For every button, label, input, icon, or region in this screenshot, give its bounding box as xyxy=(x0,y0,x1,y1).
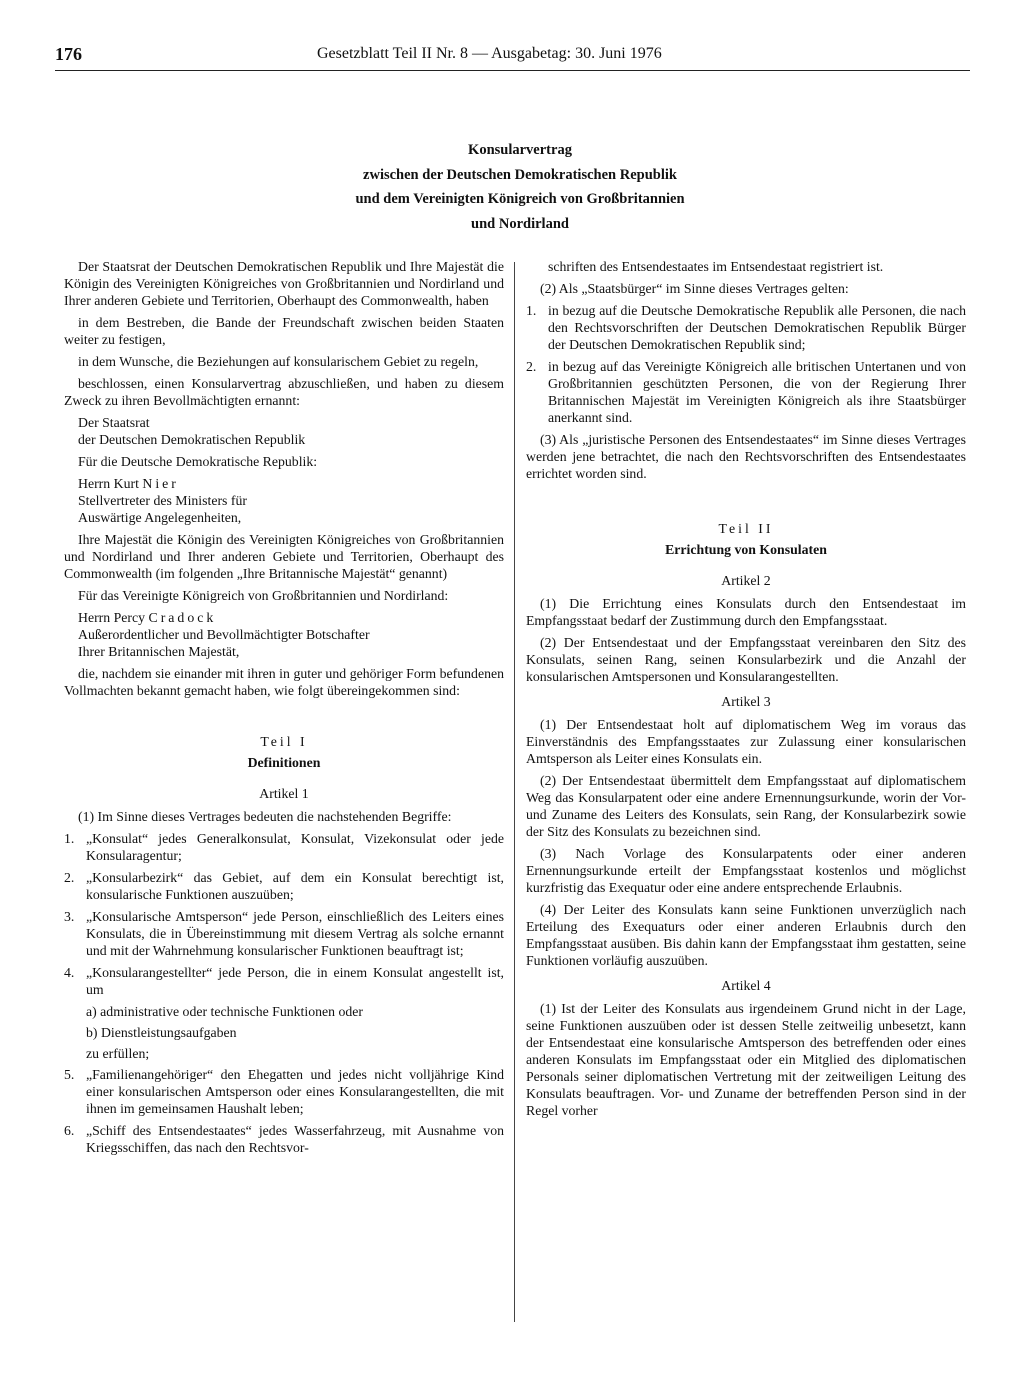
part-2-heading: Teil II xyxy=(718,521,774,536)
sub-item-closing: zu erfüllen; xyxy=(86,1046,150,1061)
left-column xyxy=(64,258,504,1161)
item-text: „Konsularbezirk“ das Gebiet, auf dem ein Konsulat berechtigt ist, konsularische Funktionen auszuüben; xyxy=(86,870,504,902)
sub-item-a: a) administrative oder technische Funktionen oder xyxy=(86,1004,364,1019)
nier-role-1: Stellvertreter des Ministers für xyxy=(78,493,247,508)
cradock-role-2: Ihrer Britannischen Majestät, xyxy=(78,644,240,659)
item-text: in bezug auf das Vereinigte Königreich alle britischen Untertanen und von Großbritannien geschützten Personen, die von der Regierung Ihrer Britannischen Majestät im Vereinigten Königreich als ihre Staatsbürger anerkannt sind. xyxy=(548,359,966,425)
definition-item xyxy=(64,1066,504,1117)
plenipotentiary-uk-name xyxy=(78,609,504,626)
title-line-2: zwischen der Deutschen Demokratischen Republik xyxy=(363,166,677,183)
cradock-surname: Cradock xyxy=(148,610,217,625)
definition-item xyxy=(64,830,504,864)
article-3-para-1: (1) Der Entsendestaat holt auf diplomatischem Weg im voraus das Einverständnis des Empfangsstaates zur Zulassung einer konsularischen Amtsperson als Leiter eines Konsulats ein. xyxy=(526,717,966,766)
definition-item xyxy=(64,869,504,903)
citizen-item xyxy=(526,302,966,353)
item-text: „Familienangehöriger“ den Ehegatten und jedes nicht volljährige Kind einer konsularischen Amtsperson oder eines Konsularangestellten, die mit ihnen im gemeinsamen Haushalt leben; xyxy=(86,1067,504,1116)
party-ddr-line-1: Der Staatsrat xyxy=(78,415,150,430)
article-2-heading: Artikel 2 xyxy=(721,573,771,588)
page-header xyxy=(55,44,970,71)
article-1-heading: Artikel 1 xyxy=(259,786,309,801)
item-number: 2. xyxy=(64,870,75,885)
article-3-para-4: (4) Der Leiter des Konsulats kann seine Funktionen unverzüglich nach Erteilung des Exequaturs oder einer anderen Erlaubnis durch den Empfangsstaat ausüben. Bis dahin kann der Empfangsstaat ihm gestatten, seine Funktionen vorläufig auszuüben. xyxy=(526,902,966,968)
item-text: „Konsularangestellter“ jede Person, die in einem Konsulat angestellt ist, um xyxy=(86,965,504,997)
plenipotentiary-ddr xyxy=(78,475,504,526)
plenipotentiary-uk xyxy=(78,609,504,660)
running-head: Gesetzblatt Teil II Nr. 8 — Ausgabetag: 30. Juni 1976 xyxy=(317,45,662,62)
preamble-wish: in dem Wunsche, die Beziehungen auf konsularischem Gebiet zu regeln, xyxy=(78,354,479,369)
item-text: „Konsulat“ jedes Generalkonsulat, Konsulat, Vizekonsulat oder jede Konsularagentur; xyxy=(86,831,504,863)
article-1-para-2: (2) Als „Staatsbürger“ im Sinne dieses Vertrages gelten: xyxy=(540,281,849,296)
cradock-prefix: Herrn Percy xyxy=(78,610,146,625)
plenipotentiary-uk-label: Für das Vereinigte Königreich von Großbritannien und Nordirland: xyxy=(78,588,449,603)
item-number: 5. xyxy=(64,1067,75,1082)
article-4-para-1: (1) Ist der Leiter des Konsulats aus irgendeinem Grund nicht in der Lage, seine Funktionen auszuüben oder ist dessen Stelle zeitweilig unbesetzt, kann der Entsendestaat eine konsularische Amtsperson des betreffenden oder eines anderen Konsulats im Empfangsstaat oder ein Mitglied des diplomatischen Personals seiner diplomatischen Vertretung mit der zeitweiligen Leitung des Konsulats beauftragen. Vor- und Zuname der betreffenden Person sind in der Regel vorher xyxy=(526,1001,966,1118)
preamble-purpose: in dem Bestreben, die Bande der Freundschaft zwischen beiden Staaten weiter zu festigen, xyxy=(64,315,504,347)
part-2-title: Errichtung von Konsulaten xyxy=(665,542,827,557)
article-2-para-1: (1) Die Errichtung eines Konsulats durch den Entsendestaat im Empfangsstaat bedarf der Zustimmung durch den Empfangsstaat. xyxy=(526,596,966,628)
definition-item xyxy=(64,1122,504,1156)
article-3-para-3: (3) Nach Vorlage des Konsularpatents oder einer anderen Ernennungsurkunde erteilt der Empfangsstaat kostenlos und möglichst kurzfristig das Exequatur oder eine andere entsprechende Erlaubnis. xyxy=(526,846,966,895)
item-text: „Schiff des Entsendestaates“ jedes Wasserfahrzeug, mit Ausnahme von Kriegsschiffen, das nach den Rechtsvor- xyxy=(86,1123,504,1155)
item-number: 2. xyxy=(526,359,537,374)
party-ddr xyxy=(78,414,504,448)
nier-prefix: Herrn Kurt xyxy=(78,476,139,491)
title-line-1: Konsularvertrag xyxy=(468,142,572,158)
nier-role-2: Auswärtige Angelegenheiten, xyxy=(78,510,242,525)
article-3-para-2: (2) Der Entsendestaat übermittelt dem Empfangsstaat auf diplomatischem Weg das Konsularpatent oder eine andere Ernennungsurkunde, worin der Vor- und Zuname des Leiters des Konsulats, sein Rang, der Konsularbezirk sowie der Sitz des Konsulats zu bezeichnen sind. xyxy=(526,773,966,839)
sub-item-b: b) Dienstleistungsaufgaben xyxy=(86,1025,237,1040)
right-column xyxy=(526,258,966,1124)
plenipotentiary-ddr-name xyxy=(78,475,504,492)
article-3-heading: Artikel 3 xyxy=(721,694,771,709)
item-number: 1. xyxy=(526,303,537,318)
part-1-title: Definitionen xyxy=(247,755,321,770)
title-line-4: und Nordirland xyxy=(471,215,569,232)
nier-surname: Nier xyxy=(142,476,179,491)
definition-item xyxy=(64,908,504,959)
preamble-intro: Der Staatsrat der Deutschen Demokratischen Republik und Ihre Majestät die Königin des Vereinigten Königreiches von Großbritannien und Nordirland und Ihrer anderen Gebiete und Territorien, Oberhaupt des Commonwealth, haben xyxy=(64,259,504,308)
preamble-closing: die, nachdem sie einander mit ihren in guter und gehöriger Form befundenen Vollmachten bekannt gemacht haben, wie folgt übereingekommen sind: xyxy=(64,666,504,698)
treaty-title xyxy=(200,138,840,236)
article-4-heading: Artikel 4 xyxy=(721,978,771,993)
cradock-role-1: Außerordentlicher und Bevollmächtigter Botschafter xyxy=(78,627,370,642)
article-2-para-2: (2) Der Entsendestaat und der Empfangsstaat vereinbaren den Sitz des Konsulats, seinen Rang, seinen Konsularbezirk und die Anzahl der konsularischen Amtspersonen und Konsularangestellten. xyxy=(526,635,966,684)
citizen-item xyxy=(526,358,966,426)
page-number: 176 xyxy=(55,44,82,64)
article-1-para-1: (1) Im Sinne dieses Vertrages bedeuten die nachstehenden Begriffe: xyxy=(78,809,452,824)
item-text: „Konsularische Amtsperson“ jede Person, einschließlich des Leiters eines Konsulats, die in Übereinstimmung mit diesem Vertrag als solche ernannt und mit der Wahrnehmung konsularischer Funktionen beauftragt ist; xyxy=(86,909,504,958)
party-ddr-line-2: der Deutschen Demokratischen Republik xyxy=(78,432,306,447)
item-number: 4. xyxy=(64,965,75,980)
item-text: in bezug auf die Deutsche Demokratische Republik alle Personen, die nach den Rechtsvorschriften der Deutschen Demokratischen Republik Bürger der Deutschen Demokratischen Republik sind; xyxy=(548,303,966,352)
preamble-decision: beschlossen, einen Konsularvertrag abzuschließen, und haben zu diesem Zweck zu ihren Bevollmächtigten ernannt: xyxy=(64,376,504,408)
definition-item xyxy=(64,964,504,998)
party-uk: Ihre Majestät die Königin des Vereinigten Königreiches von Großbritannien und Nordirland und Ihrer anderen Gebiete und Territorien, Oberhaupt des Commonwealth (im folgenden „Ihre Britannische Majestät“ genannt) xyxy=(64,532,504,581)
column-divider xyxy=(514,262,515,1322)
item-number: 1. xyxy=(64,831,75,846)
title-line-3: und dem Vereinigten Königreich von Großbritannien xyxy=(355,191,685,207)
item-number: 6. xyxy=(64,1123,75,1138)
item-number: 3. xyxy=(64,909,75,924)
continued-text: schriften des Entsendestaates im Entsendestaat registriert ist. xyxy=(548,259,884,274)
article-1-para-3: (3) Als „juristische Personen des Entsendestaates“ im Sinne dieses Vertrages werden jene betrachtet, die nach den Rechtsvorschriften des Entsendestaates errichtet worden sind. xyxy=(526,432,966,481)
part-1-heading: Teil I xyxy=(260,734,308,749)
plenipotentiary-ddr-label: Für die Deutsche Demokratische Republik: xyxy=(78,454,318,469)
